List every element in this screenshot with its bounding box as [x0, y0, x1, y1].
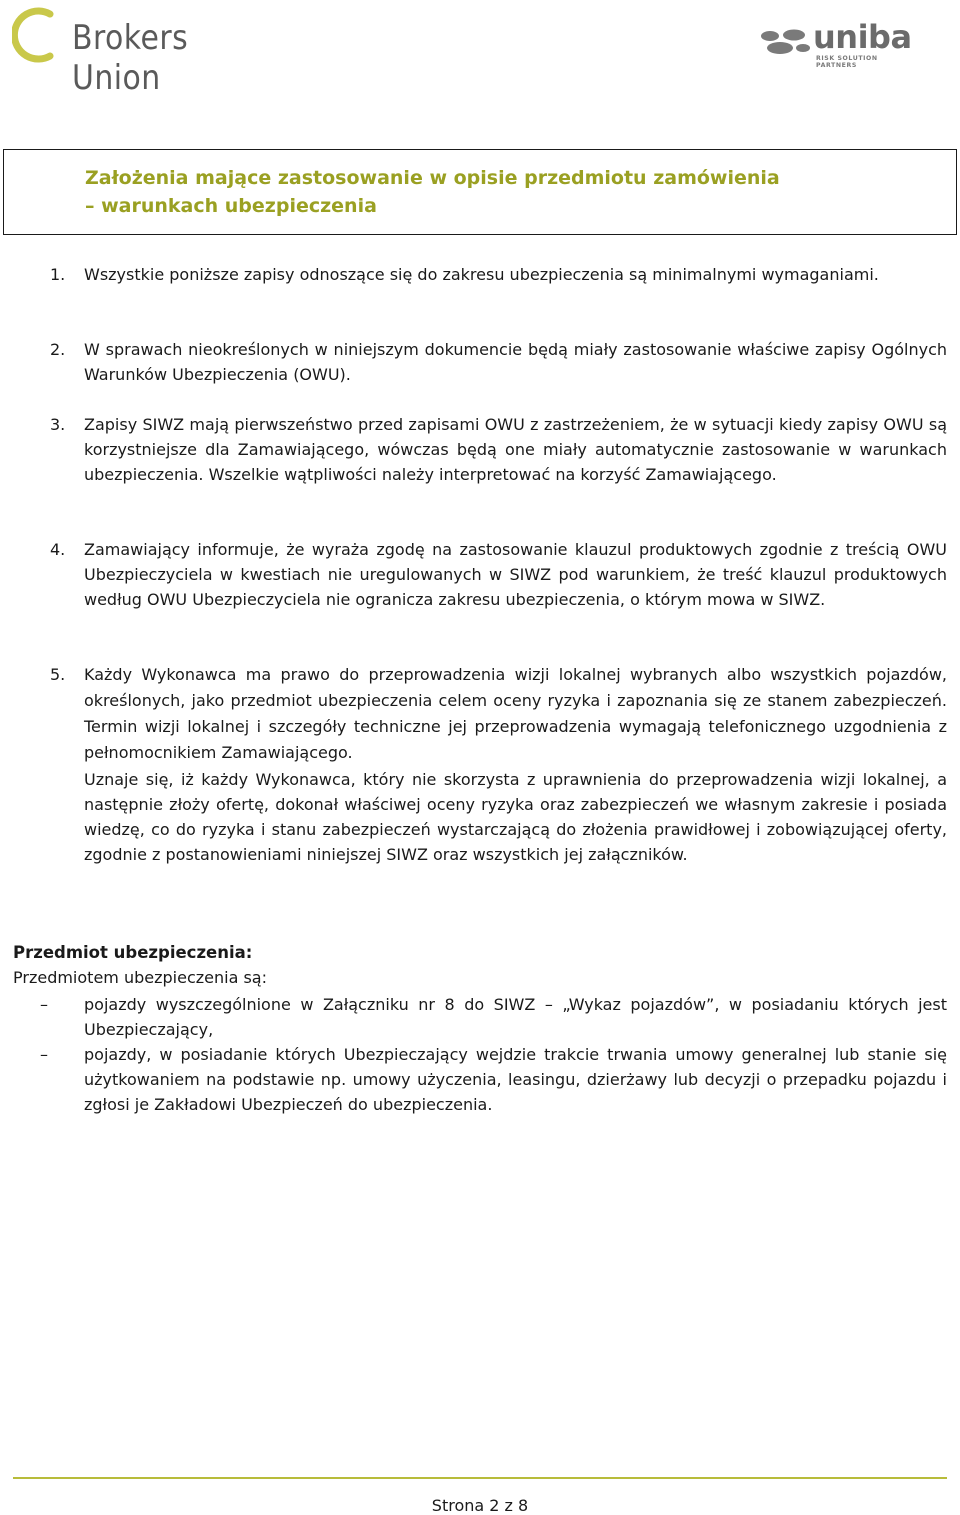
uniba-bubbles-icon: [758, 26, 812, 56]
item-number-1: 1.: [50, 265, 66, 284]
uniba-tagline: RISK SOLUTION PARTNERS: [816, 55, 878, 69]
item-text-2: W sprawach nieokreślonych w niniejszym dokumencie będą miały zastosowanie właściwe zapisy Ogólnych Warunków Ubezpieczenia (OWU).: [84, 340, 947, 384]
item-number-2: 2.: [50, 340, 66, 359]
brokers-union-ring-icon: [12, 6, 56, 64]
page-title-line2: – warunkach ubezpieczenia: [85, 195, 377, 217]
item-text-5-continuation: Uznaje się, iż każdy Wykonawca, który nie skorzysta z uprawnienia do przeprowadzenia wizji lokalnej, a następnie złoży ofertę, dokonał właściwej oceny ryzyka oraz zabezpieczeń we własnym zakresie i posiada wiedzę, co do ryzyka i stanu zabezpieczeń wystarczającą do złożenia prawidłowej i zobowiązującej oferty, zgodnie z postanowieniami niniejszej SIWZ oraz wszystkich jej załączników.: [84, 770, 947, 864]
brokers-union-wordmark: Brokers Union: [72, 18, 189, 98]
uniba-wordmark: uniba: [813, 18, 912, 56]
item-text-4: Zamawiający informuje, że wyraża zgodę na zastosowanie klauzul produktowych zgodnie z treścią OWU Ubezpieczyciela w kwestiach nie uregulowanych w SIWZ pod warunkiem, że treść klauzul produktowych według OWU Ubezpieczyciela nie ogranicza zakresu ubezpieczenia, o którym mowa w SIWZ.: [84, 540, 947, 609]
item-number-5: 5.: [50, 665, 66, 684]
item-text-5: Każdy Wykonawca ma prawo do przeprowadzenia wizji lokalnej wybranych albo wszystkich pojazdów, określonych, jako przedmiot ubezpieczenia celem oceny ryzyka i zapoznania się ze stanem zabezpieczeń. Termin wizji lokalnej i szczegóły techniczne jej przeprowadzenia wymagają telefonicznego uzgodnienia z pełnomocnikiem Zamawiającego.: [84, 665, 947, 762]
title-box: [3, 149, 957, 235]
item-text-1: Wszystkie poniższe zapisy odnoszące się do zakresu ubezpieczenia są minimalnymi wymaganiami.: [84, 265, 879, 284]
brokers-union-logo: [12, 4, 312, 98]
bullet-text-1: pojazdy wyszczególnione w Załączniku nr 8 do SIWZ – „Wykaz pojazdów”, w posiadaniu których jest Ubezpieczający,: [84, 995, 947, 1039]
item-text-3: Zapisy SIWZ mają pierwszeństwo przed zapisami OWU z zastrzeżeniem, że w sytuacji kiedy zapisy OWU są korzystniejsze dla Zamawiającego, wówczas będą one miały automatycznie zastosowanie w warunkach ubezpieczenia. Wszelkie wątpliwości należy interpretować na korzyść Zamawiającego.: [84, 415, 947, 484]
bullet-mark-2: –: [40, 1045, 48, 1064]
bullet-text-2: pojazdy, w posiadanie których Ubezpieczający wejdzie trakcie trwania umowy generalnej lub stanie się użytkowaniem na podstawie np. umowy użyczenia, leasingu, dzierżawy lub decyzji o przepadku pojazdu i zgłosi je Zakładowi Ubezpieczeń do ubezpieczenia.: [84, 1045, 947, 1114]
page-number: Strona 2 z 8: [431, 1496, 529, 1515]
uniba-logo: [758, 18, 918, 69]
subject-intro: Przedmiotem ubezpieczenia są:: [13, 968, 267, 987]
footer-rule: [13, 1477, 947, 1479]
subject-heading: Przedmiot ubezpieczenia:: [13, 943, 253, 962]
item-number-3: 3.: [50, 415, 66, 434]
bullet-mark-1: –: [40, 995, 48, 1014]
item-number-4: 4.: [50, 540, 66, 559]
page-title-line1: Założenia mające zastosowanie w opisie przedmiotu zamówienia: [85, 167, 780, 189]
